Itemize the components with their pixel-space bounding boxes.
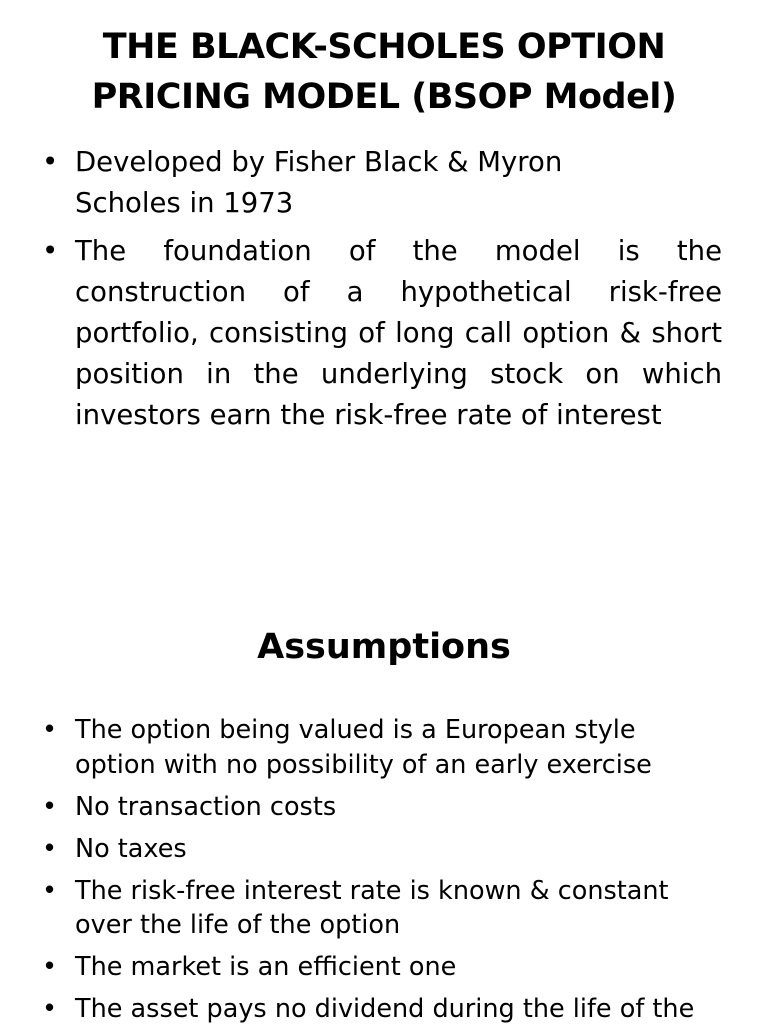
bullet-icon: •: [42, 146, 59, 178]
bullet-icon: •: [42, 952, 58, 982]
bullet-icon: •: [42, 791, 58, 822]
bullet-text: The option being valued is a European style option with no possibility of an early exercise: [75, 715, 652, 780]
intro-bullet-list: [40, 142, 722, 443]
assumptions-bullet-list: [40, 713, 722, 1024]
bullet-text: The asset pays no dividend during the life of the: [75, 994, 695, 1024]
title-line-1: THE BLACK-SCHOLES OPTION: [102, 27, 666, 67]
list-item: [40, 992, 722, 1024]
list-item: [40, 713, 722, 782]
bullet-text: The foundation of the model is the construction of a hypothetical risk-free portfolio, consisting of long call option & short position in the underlying stock on which investors earn the risk-free rate of interest: [75, 235, 722, 431]
list-item: [40, 790, 722, 825]
bullet-icon: •: [42, 994, 58, 1024]
assumptions-heading: Assumptions: [257, 627, 511, 667]
page-title: [0, 22, 768, 122]
list-item: [40, 950, 722, 985]
bullet-text: No taxes: [75, 833, 187, 864]
bullet-icon: •: [42, 235, 59, 267]
list-item: [40, 142, 722, 224]
list-item: [40, 832, 722, 867]
list-item: [40, 874, 722, 943]
list-item: [40, 231, 722, 436]
bullet-icon: •: [42, 715, 58, 745]
title-line-2: PRICING MODEL (BSOP Model): [91, 77, 677, 117]
bullet-text: No transaction costs: [75, 791, 337, 822]
bullet-icon: •: [42, 833, 58, 864]
bullet-text: The risk-free interest rate is known & constant over the life of the option: [75, 875, 669, 940]
bullet-icon: •: [42, 875, 58, 906]
bullet-text: The market is an efficient one: [75, 952, 457, 982]
bullet-text: Developed by Fisher Black & Myron Scholes in 1973: [75, 146, 563, 219]
